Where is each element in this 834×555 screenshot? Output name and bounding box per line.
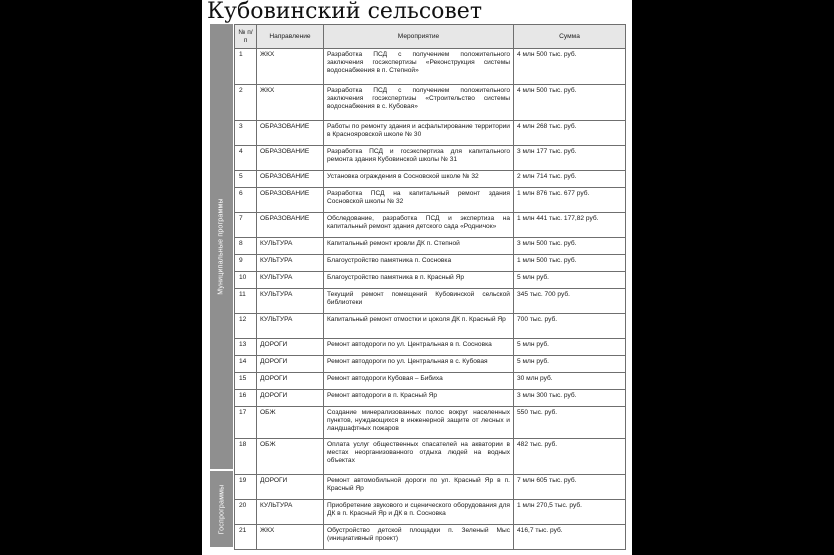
row-number: 2 — [235, 85, 257, 121]
row-direction: ОБЖ — [257, 439, 324, 475]
row-number: 13 — [235, 339, 257, 356]
row-direction: КУЛЬТУРА — [257, 289, 324, 314]
row-sum: 3 млн 177 тыс. руб. — [514, 146, 626, 171]
table-row — [235, 49, 626, 85]
state-programs-band — [210, 471, 233, 547]
row-sum: 550 тыс. руб. — [514, 407, 626, 439]
row-sum: 4 млн 500 тыс. руб. — [514, 85, 626, 121]
row-sum: 1 млн 441 тыс. 177,82 руб. — [514, 213, 626, 238]
row-event: Обустройство детской площадки п. Зеленый Мыс (инициативный проект) — [324, 525, 514, 550]
row-direction: КУЛЬТУРА — [257, 238, 324, 255]
table-row — [235, 314, 626, 339]
row-number: 19 — [235, 475, 257, 500]
row-event: Капитальный ремонт кровли ДК п. Степной — [324, 238, 514, 255]
row-number: 1 — [235, 49, 257, 85]
header-sum: Сумма — [514, 25, 626, 49]
municipal-programs-label: Муниципальные программы — [218, 198, 225, 295]
page-title: Кубовинский сельсовет — [207, 0, 482, 24]
header-direction: Направление — [257, 25, 324, 49]
table-row — [235, 407, 626, 439]
table-row — [235, 188, 626, 213]
row-sum: 1 млн 500 тыс. руб. — [514, 255, 626, 272]
table-row — [235, 121, 626, 146]
table-row — [235, 475, 626, 500]
row-event: Капитальный ремонт отмостки и цоколя ДК п. Красный Яр — [324, 314, 514, 339]
table-row — [235, 146, 626, 171]
document-page — [202, 0, 632, 555]
row-sum: 30 млн руб. — [514, 373, 626, 390]
table-row — [235, 238, 626, 255]
row-number: 4 — [235, 146, 257, 171]
row-direction: ОБРАЗОВАНИЕ — [257, 121, 324, 146]
row-sum: 3 млн 300 тыс. руб. — [514, 390, 626, 407]
programs-table — [234, 24, 626, 550]
table-row — [235, 255, 626, 272]
row-direction: ДОРОГИ — [257, 475, 324, 500]
table-row — [235, 171, 626, 188]
row-sum: 5 млн руб. — [514, 272, 626, 289]
row-number: 3 — [235, 121, 257, 146]
row-direction: ЖКХ — [257, 85, 324, 121]
table-row — [235, 500, 626, 525]
row-number: 16 — [235, 390, 257, 407]
row-event: Разработка ПСД с получением положительного заключения госэкспертизы «Реконструкция системы водоснабжения в п. Степной» — [324, 49, 514, 85]
row-event: Приобретение звукового и сценического оборудования для ДК в п. Красный Яр и ДК в п. Сосновка — [324, 500, 514, 525]
row-direction: ОБРАЗОВАНИЕ — [257, 146, 324, 171]
row-event: Установка ограждения в Сосновской школе № 32 — [324, 171, 514, 188]
row-event: Разработка ПСД с получением положительного заключения госэкспертизы «Строительство системы водоснабжения в с. Кубовая» — [324, 85, 514, 121]
row-event: Разработка ПСД на капитальный ремонт здания Сосновской школы № 32 — [324, 188, 514, 213]
row-number: 17 — [235, 407, 257, 439]
row-event: Обследование, разработка ПСД и экспертиза на капитальный ремонт здания детского сада «Родничок» — [324, 213, 514, 238]
table-header-row — [235, 25, 626, 49]
row-event: Благоустройство памятника п. Сосновка — [324, 255, 514, 272]
row-sum: 482 тыс. руб. — [514, 439, 626, 475]
row-direction: ОБРАЗОВАНИЕ — [257, 171, 324, 188]
table-row — [235, 272, 626, 289]
row-event: Текущий ремонт помещений Кубовинской сельской библиотеки — [324, 289, 514, 314]
municipal-programs-band — [210, 24, 233, 469]
row-event: Ремонт автодороги по ул. Центральная в п. Сосновка — [324, 339, 514, 356]
row-number: 11 — [235, 289, 257, 314]
row-number: 10 — [235, 272, 257, 289]
row-event: Ремонт автодороги Кубовая – Бибиха — [324, 373, 514, 390]
row-direction: ОБРАЗОВАНИЕ — [257, 213, 324, 238]
row-event: Ремонт автомобильной дороги по ул. Красный Яр в п. Красный Яр — [324, 475, 514, 500]
row-number: 6 — [235, 188, 257, 213]
table-row — [235, 213, 626, 238]
table-row — [235, 439, 626, 475]
row-direction: КУЛЬТУРА — [257, 272, 324, 289]
row-number: 12 — [235, 314, 257, 339]
row-number: 9 — [235, 255, 257, 272]
table-row — [235, 339, 626, 356]
row-event: Ремонт автодороги в п. Красный Яр — [324, 390, 514, 407]
row-sum: 4 млн 500 тыс. руб. — [514, 49, 626, 85]
row-sum: 5 млн руб. — [514, 339, 626, 356]
row-direction: ОБЖ — [257, 407, 324, 439]
row-sum: 416,7 тыс. руб. — [514, 525, 626, 550]
row-sum: 345 тыс. 700 руб. — [514, 289, 626, 314]
row-sum: 4 млн 268 тыс. руб. — [514, 121, 626, 146]
table-row — [235, 289, 626, 314]
table-row — [235, 525, 626, 550]
row-direction: ДОРОГИ — [257, 373, 324, 390]
table-row — [235, 390, 626, 407]
row-event: Ремонт автодороги по ул. Центральная в с. Кубовая — [324, 356, 514, 373]
row-sum: 2 млн 714 тыс. руб. — [514, 171, 626, 188]
row-number: 15 — [235, 373, 257, 390]
row-direction: ЖКХ — [257, 49, 324, 85]
row-direction: ДОРОГИ — [257, 390, 324, 407]
table-body — [235, 49, 626, 550]
row-number: 20 — [235, 500, 257, 525]
header-num: № п/п — [235, 25, 257, 49]
row-sum: 5 млн руб. — [514, 356, 626, 373]
table-row — [235, 85, 626, 121]
row-event: Оплата услуг общественных спасателей на акватории в местах неорганизованного отдыха людей на водных объектах — [324, 439, 514, 475]
row-direction: КУЛЬТУРА — [257, 255, 324, 272]
row-direction: КУЛЬТУРА — [257, 314, 324, 339]
row-sum: 1 млн 270,5 тыс. руб. — [514, 500, 626, 525]
row-event: Работы по ремонту здания и асфальтирование территории в Краснояровской школе № 30 — [324, 121, 514, 146]
row-event: Благоустройство памятника в п. Красный Яр — [324, 272, 514, 289]
row-number: 8 — [235, 238, 257, 255]
state-programs-label: Госпрограммы — [218, 484, 226, 534]
row-direction: КУЛЬТУРА — [257, 500, 324, 525]
row-sum: 700 тыс. руб. — [514, 314, 626, 339]
row-number: 18 — [235, 439, 257, 475]
header-event: Мероприятие — [324, 25, 514, 49]
row-sum: 7 млн 605 тыс. руб. — [514, 475, 626, 500]
table-row — [235, 356, 626, 373]
row-direction: ОБРАЗОВАНИЕ — [257, 188, 324, 213]
row-sum: 3 млн 500 тыс. руб. — [514, 238, 626, 255]
row-number: 14 — [235, 356, 257, 373]
row-number: 21 — [235, 525, 257, 550]
row-number: 7 — [235, 213, 257, 238]
row-event: Разработка ПСД и госэкспертиза для капитального ремонта здания Кубовинской школы № 31 — [324, 146, 514, 171]
row-number: 5 — [235, 171, 257, 188]
row-direction: ЖКХ — [257, 525, 324, 550]
row-sum: 1 млн 876 тыс. 677 руб. — [514, 188, 626, 213]
row-event: Создание минерализованных полос вокруг населенных пунктов, нуждающихся в инженерной защите от лесных и ландшафтных пожаров — [324, 407, 514, 439]
table-row — [235, 373, 626, 390]
row-direction: ДОРОГИ — [257, 356, 324, 373]
row-direction: ДОРОГИ — [257, 339, 324, 356]
